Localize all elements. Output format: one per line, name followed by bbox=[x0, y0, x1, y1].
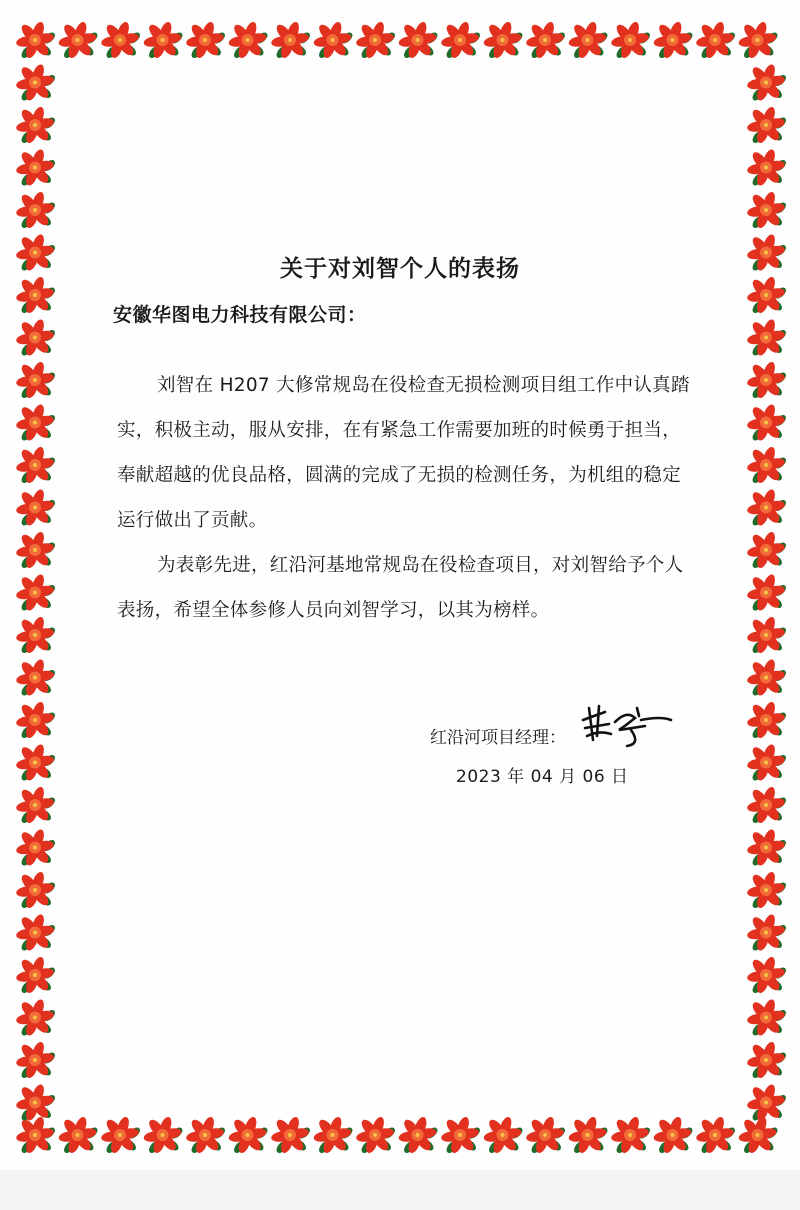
paragraph-1-line: 刘智在 H207 大修常规岛在役检查无损检测项目组工作中认真踏 bbox=[157, 375, 690, 396]
paragraph-2-line: 为表彰先进，红沿河基地常规岛在役检查项目，对刘智给予个人 bbox=[157, 555, 684, 576]
poinsettia-icon bbox=[15, 148, 57, 187]
poinsettia-icon bbox=[746, 105, 788, 144]
poinsettia-icon bbox=[143, 20, 185, 59]
poinsettia-icon bbox=[15, 1083, 57, 1122]
poinsettia-icon bbox=[185, 20, 227, 59]
poinsettia-icon bbox=[15, 998, 57, 1037]
poinsettia-icon bbox=[15, 870, 57, 909]
paragraph-1-line: 奉献超越的优良品格，圆满的完成了无损的检测任务，为机组的稳定 bbox=[117, 465, 682, 486]
poinsettia-icon bbox=[746, 955, 788, 994]
poinsettia-icon bbox=[15, 615, 57, 654]
poinsettia-icon bbox=[143, 1115, 185, 1154]
poinsettia-icon bbox=[746, 785, 788, 824]
poinsettia-icon bbox=[746, 1083, 788, 1122]
document-title: 关于对刘智个人的表扬 bbox=[280, 256, 520, 282]
poinsettia-icon bbox=[15, 445, 57, 484]
poinsettia-icon bbox=[15, 828, 57, 867]
poinsettia-icon bbox=[610, 20, 652, 59]
poinsettia-icon bbox=[746, 445, 788, 484]
poinsettia-icon bbox=[746, 828, 788, 867]
poinsettia-icon bbox=[15, 488, 57, 527]
recipient-line: 安徽华图电力科技有限公司： bbox=[113, 304, 367, 326]
poinsettia-icon bbox=[15, 573, 57, 612]
poinsettia-icon bbox=[746, 913, 788, 952]
poinsettia-icon bbox=[525, 1115, 567, 1154]
poinsettia-icon bbox=[746, 658, 788, 697]
poinsettia-icon bbox=[15, 403, 57, 442]
poinsettia-icon bbox=[15, 318, 57, 357]
poinsettia-icon bbox=[746, 360, 788, 399]
poinsettia-icon bbox=[746, 63, 788, 102]
poinsettia-icon bbox=[270, 20, 312, 59]
document-date: 2023 年 04 月 06 日 bbox=[456, 767, 629, 787]
poinsettia-icon bbox=[568, 1115, 610, 1154]
poinsettia-icon bbox=[15, 1115, 57, 1154]
poinsettia-icon bbox=[15, 743, 57, 782]
poinsettia-icon bbox=[15, 700, 57, 739]
poinsettia-icon bbox=[270, 1115, 312, 1154]
signature-label: 红沿河项目经理： bbox=[430, 728, 566, 748]
poinsettia-icon bbox=[568, 20, 610, 59]
paragraph-1-line: 运行做出了贡献。 bbox=[117, 510, 268, 531]
poinsettia-icon bbox=[58, 20, 100, 59]
poinsettia-icon bbox=[15, 530, 57, 569]
poinsettia-icon bbox=[525, 20, 567, 59]
poinsettia-icon bbox=[15, 360, 57, 399]
poinsettia-icon bbox=[746, 190, 788, 229]
poinsettia-icon bbox=[746, 700, 788, 739]
poinsettia-icon bbox=[228, 20, 270, 59]
poinsettia-icon bbox=[313, 20, 355, 59]
poinsettia-icon bbox=[185, 1115, 227, 1154]
paragraph-1-line: 实，积极主动，服从安排，在有紧急工作需要加班的时候勇于担当， bbox=[117, 420, 682, 441]
poinsettia-icon bbox=[746, 403, 788, 442]
poinsettia-icon bbox=[15, 1040, 57, 1079]
poinsettia-icon bbox=[440, 1115, 482, 1154]
poinsettia-icon bbox=[228, 1115, 270, 1154]
poinsettia-icon bbox=[15, 190, 57, 229]
handwritten-signature bbox=[575, 700, 675, 750]
poinsettia-icon bbox=[15, 20, 57, 59]
poinsettia-icon bbox=[738, 1115, 780, 1154]
poinsettia-icon bbox=[653, 1115, 695, 1154]
poinsettia-icon bbox=[398, 1115, 440, 1154]
poinsettia-icon bbox=[746, 743, 788, 782]
poinsettia-icon bbox=[15, 955, 57, 994]
poinsettia-icon bbox=[695, 1115, 737, 1154]
poinsettia-icon bbox=[746, 318, 788, 357]
poinsettia-icon bbox=[746, 1040, 788, 1079]
poinsettia-icon bbox=[15, 105, 57, 144]
paragraph-2-line: 表扬，希望全体参修人员向刘智学习，以其为榜样。 bbox=[117, 600, 550, 621]
poinsettia-icon bbox=[440, 20, 482, 59]
poinsettia-icon bbox=[746, 615, 788, 654]
poinsettia-icon bbox=[695, 20, 737, 59]
poinsettia-icon bbox=[746, 870, 788, 909]
poinsettia-icon bbox=[355, 20, 397, 59]
poinsettia-icon bbox=[746, 530, 788, 569]
poinsettia-icon bbox=[738, 20, 780, 59]
poinsettia-icon bbox=[610, 1115, 652, 1154]
poinsettia-icon bbox=[58, 1115, 100, 1154]
poinsettia-icon bbox=[746, 488, 788, 527]
poinsettia-icon bbox=[15, 63, 57, 102]
poinsettia-icon bbox=[653, 20, 695, 59]
poinsettia-icon bbox=[483, 1115, 525, 1154]
poinsettia-icon bbox=[100, 20, 142, 59]
poinsettia-icon bbox=[483, 20, 525, 59]
poinsettia-icon bbox=[100, 1115, 142, 1154]
poinsettia-icon bbox=[746, 573, 788, 612]
poinsettia-icon bbox=[355, 1115, 397, 1154]
poinsettia-icon bbox=[15, 658, 57, 697]
poinsettia-icon bbox=[398, 20, 440, 59]
poinsettia-icon bbox=[746, 998, 788, 1037]
poinsettia-icon bbox=[313, 1115, 355, 1154]
poinsettia-icon bbox=[15, 785, 57, 824]
poinsettia-icon bbox=[15, 913, 57, 952]
poinsettia-icon bbox=[746, 148, 788, 187]
